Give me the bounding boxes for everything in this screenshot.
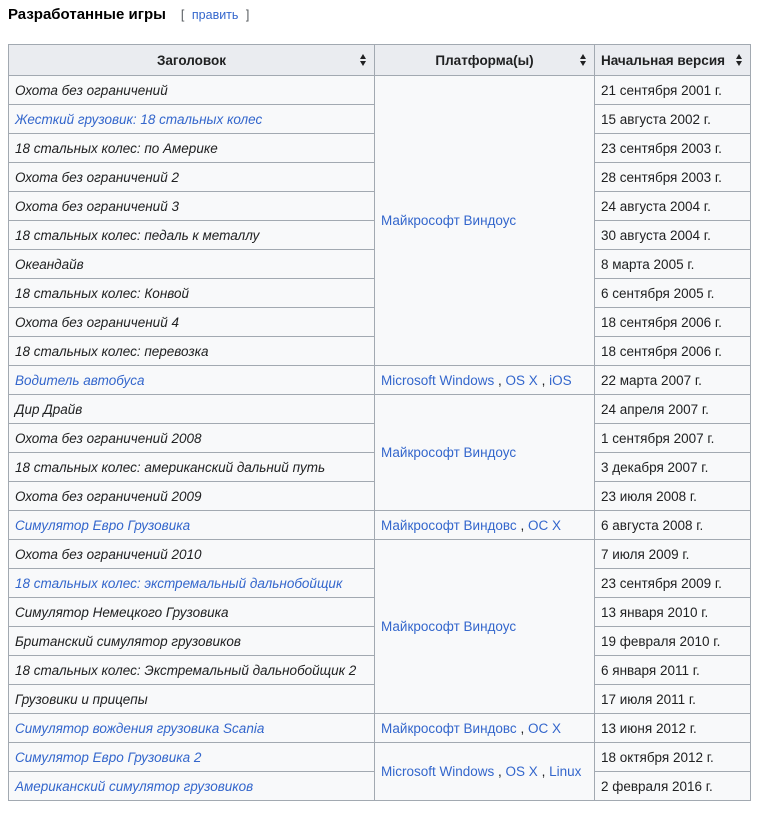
game-title-link[interactable]: Симулятор вождения грузовика Scania	[15, 720, 265, 736]
release-date: 15 августа 2002 г.	[595, 105, 751, 134]
game-title-cell	[9, 395, 375, 424]
platform-link[interactable]: OS X	[505, 372, 538, 388]
game-title-cell	[9, 540, 375, 569]
platform-link[interactable]: Microsoft Windows	[381, 764, 495, 779]
table-row	[9, 540, 751, 569]
release-date: 24 апреля 2007 г.	[595, 395, 751, 424]
release-date: 13 июня 2012 г.	[595, 714, 751, 743]
game-title: Симулятор Немецкого Грузовика	[15, 604, 229, 620]
table-body	[9, 76, 751, 801]
platform-separator: ,	[537, 764, 550, 779]
games-table	[8, 44, 751, 801]
game-title: Охота без ограничений 2009	[15, 488, 202, 504]
game-title-cell	[9, 569, 375, 598]
game-title-cell	[9, 424, 375, 453]
release-date: 7 июля 2009 г.	[595, 540, 751, 569]
table-row	[9, 395, 751, 424]
edit-section	[181, 8, 249, 22]
game-title-cell	[9, 627, 375, 656]
release-date: 18 октября 2012 г.	[595, 743, 751, 772]
platform-separator: ,	[516, 517, 528, 533]
table-header-row	[9, 45, 751, 76]
release-date: 22 марта 2007 г.	[595, 366, 751, 395]
game-title-link[interactable]: 18 стальных колес: экстремальный дальнобойщик	[15, 575, 343, 591]
section-heading	[8, 6, 249, 28]
platform-link[interactable]: Майкрософт Виндоус	[381, 213, 517, 228]
game-title-cell	[9, 308, 375, 337]
sort-icon[interactable]	[580, 54, 587, 66]
game-title: Грузовики и прицепы	[15, 691, 148, 707]
platform-cell	[375, 714, 595, 743]
game-title-cell	[9, 337, 375, 366]
game-title-cell	[9, 772, 375, 801]
game-title: 18 стальных колес: Конвой	[15, 285, 190, 301]
platform-link[interactable]: Майкрософт Виндовс	[381, 517, 517, 533]
release-date: 23 июля 2008 г.	[595, 482, 751, 511]
platform-separator: ,	[516, 720, 528, 736]
game-title-cell	[9, 76, 375, 105]
header-title-label: Заголовок	[156, 52, 227, 68]
game-title: Охота без ограничений 3	[15, 198, 179, 214]
header-release[interactable]	[595, 45, 751, 76]
release-date: 18 сентября 2006 г.	[595, 337, 751, 366]
game-title: 18 стальных колес: педаль к металлу	[15, 227, 260, 243]
game-title-link[interactable]: Жесткий грузовик: 18 стальных колес	[15, 111, 263, 127]
game-title-cell	[9, 482, 375, 511]
game-title: Океандайв	[15, 256, 84, 272]
release-date: 8 марта 2005 г.	[595, 250, 751, 279]
platform-cell	[375, 395, 595, 511]
game-title-link[interactable]: Американский симулятор грузовиков	[15, 778, 254, 794]
header-title[interactable]	[9, 45, 375, 76]
release-date: 21 сентября 2001 г.	[595, 76, 751, 105]
release-date: 23 сентября 2009 г.	[595, 569, 751, 598]
game-title: Дир Драйв	[15, 401, 83, 417]
game-title-cell	[9, 250, 375, 279]
platform-cell	[375, 511, 595, 540]
game-title-cell	[9, 134, 375, 163]
platform-link[interactable]: Microsoft Windows	[381, 372, 495, 388]
release-date: 6 августа 2008 г.	[595, 511, 751, 540]
release-date: 23 сентября 2003 г.	[595, 134, 751, 163]
game-title-cell	[9, 714, 375, 743]
game-title-cell	[9, 685, 375, 714]
header-release-label: Начальная версия	[601, 52, 725, 68]
platform-link[interactable]: Майкрософт Виндовс	[381, 720, 517, 736]
game-title-cell	[9, 221, 375, 250]
release-date: 28 сентября 2003 г.	[595, 163, 751, 192]
table-row	[9, 76, 751, 105]
game-title: Охота без ограничений	[15, 82, 168, 98]
release-date: 18 сентября 2006 г.	[595, 308, 751, 337]
section-title: Разработанные игры	[8, 6, 166, 23]
game-title-cell	[9, 453, 375, 482]
release-date: 1 сентября 2007 г.	[595, 424, 751, 453]
game-title-cell	[9, 366, 375, 395]
platform-link[interactable]: OS X	[505, 764, 538, 779]
release-date: 19 февраля 2010 г.	[595, 627, 751, 656]
game-title: 18 стальных колес: по Америке	[15, 140, 218, 156]
table-row	[9, 511, 751, 540]
game-title: Охота без ограничений 2008	[15, 430, 202, 446]
game-title-cell	[9, 743, 375, 772]
edit-section-link[interactable]: править	[191, 8, 239, 22]
game-title: 18 стальных колес: Экстремальный дальнобойщик 2	[15, 662, 357, 678]
header-platform[interactable]	[375, 45, 595, 76]
release-date: 6 сентября 2005 г.	[595, 279, 751, 308]
game-title: Охота без ограничений 2010	[15, 546, 202, 562]
game-title-cell	[9, 192, 375, 221]
game-title-cell	[9, 598, 375, 627]
game-title-cell	[9, 163, 375, 192]
game-title-link[interactable]: Водитель автобуса	[15, 372, 145, 388]
game-title: 18 стальных колес: американский дальний путь	[15, 459, 326, 475]
game-title-cell	[9, 656, 375, 685]
game-title-cell	[9, 105, 375, 134]
platform-cell	[375, 76, 595, 366]
platform-separator: ,	[494, 764, 506, 779]
platform-link[interactable]: Майкрософт Виндоус	[381, 619, 517, 634]
release-date: 3 декабря 2007 г.	[595, 453, 751, 482]
platform-link[interactable]: ОС X	[527, 517, 561, 533]
game-title: Британский симулятор грузовиков	[15, 633, 241, 649]
game-title-cell	[9, 511, 375, 540]
game-title: Охота без ограничений 4	[15, 314, 179, 330]
edit-bracket-open: [	[180, 8, 185, 22]
platform-link[interactable]: Linux	[549, 764, 582, 779]
release-date: 6 января 2011 г.	[595, 656, 751, 685]
platform-separator: ,	[537, 372, 550, 388]
release-date: 30 августа 2004 г.	[595, 221, 751, 250]
sort-icon[interactable]	[736, 54, 743, 66]
release-date: 13 января 2010 г.	[595, 598, 751, 627]
table-row	[9, 714, 751, 743]
sort-icon[interactable]	[360, 54, 367, 66]
header-platform-label: Платформа(ы)	[435, 52, 534, 68]
release-date: 2 февраля 2016 г.	[595, 772, 751, 801]
table-row	[9, 743, 751, 772]
platform-link[interactable]: ОС X	[527, 720, 561, 736]
platform-cell	[375, 366, 595, 395]
platform-cell	[375, 743, 595, 801]
platform-link[interactable]: Майкрософт Виндоус	[381, 445, 517, 460]
release-date: 24 августа 2004 г.	[595, 192, 751, 221]
platform-separator: ,	[494, 372, 506, 388]
platform-link[interactable]: iOS	[549, 372, 572, 388]
table-row	[9, 366, 751, 395]
game-title-cell	[9, 279, 375, 308]
platform-cell	[375, 540, 595, 714]
game-title: Охота без ограничений 2	[15, 169, 179, 185]
game-title: 18 стальных колес: перевозка	[15, 343, 209, 359]
release-date: 17 июля 2011 г.	[595, 685, 751, 714]
game-title-link[interactable]: Симулятор Евро Грузовика	[15, 517, 191, 533]
edit-bracket-close: ]	[245, 8, 250, 22]
game-title-link[interactable]: Симулятор Евро Грузовика 2	[15, 749, 202, 765]
